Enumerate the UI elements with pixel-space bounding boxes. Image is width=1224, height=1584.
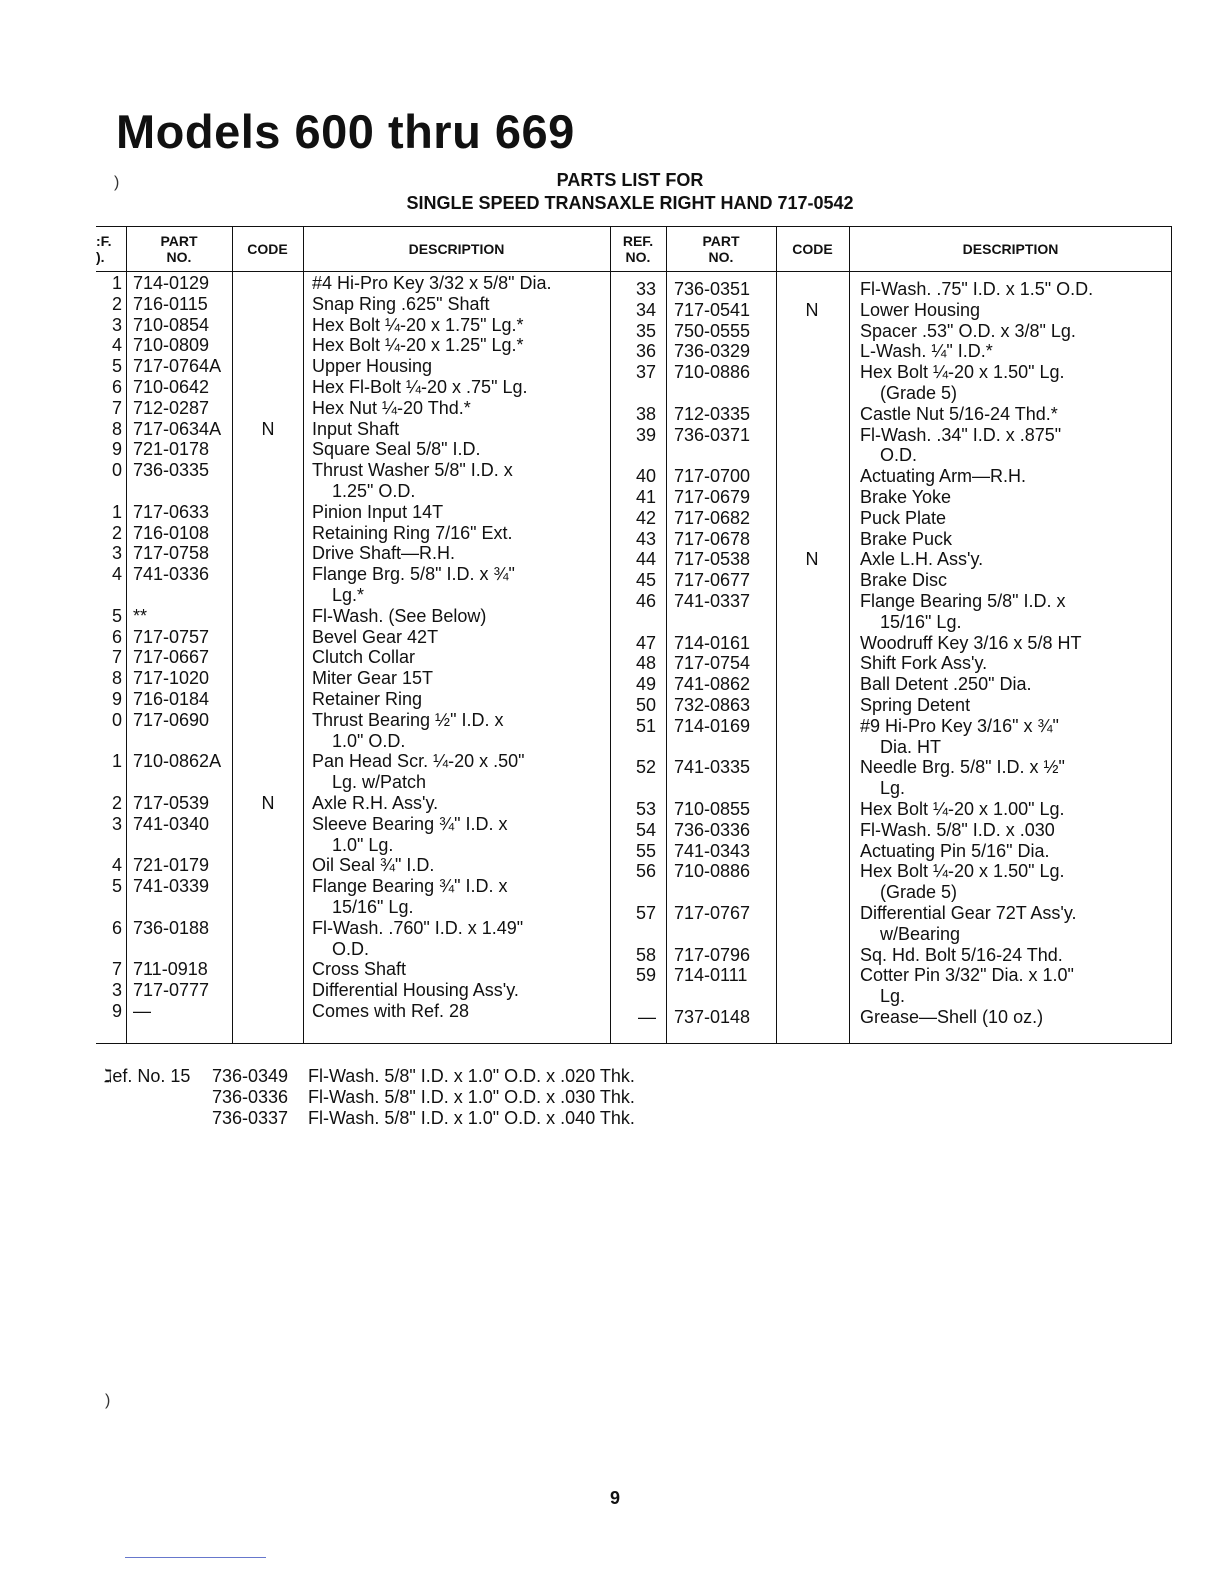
cell-desc: Thrust Washer 5/8" I.D. x <box>312 460 513 481</box>
cell-ref: 3 <box>111 314 122 335</box>
cell-desc: Puck Plate <box>860 507 947 528</box>
cell-part: 736-0371 <box>674 424 751 445</box>
cell-desc: (Grade 5) <box>880 383 958 403</box>
cell-part: 736-0329 <box>674 341 751 362</box>
footnote-line <box>104 1108 804 1129</box>
cell-ref: 33 <box>635 279 656 299</box>
cell-part: 736-0188 <box>133 917 210 938</box>
header-code-right: CODE <box>792 241 833 257</box>
cell-ref: 51 <box>635 715 656 736</box>
cell-ref: 49 <box>635 674 656 695</box>
header-part-left: PART NO. <box>160 233 198 265</box>
cell-desc: Grease—Shell (10 oz.) <box>860 1007 1044 1027</box>
cell-ref: 3 <box>111 543 122 564</box>
cell-part: 717-1020 <box>133 668 210 689</box>
cell-desc: #9 Hi-Pro Key 3/16" x ¾" <box>860 715 1059 736</box>
table-row <box>96 903 1172 924</box>
cell-desc: Pinion Input 14T <box>312 501 444 522</box>
cell-part: 711-0918 <box>133 959 208 980</box>
cell-ref: 36 <box>635 341 656 362</box>
cell-part: 714-0169 <box>674 715 751 736</box>
cell-part: 710-0862A <box>133 751 222 772</box>
cell-ref: 3 <box>111 980 122 1001</box>
cell-desc: Bevel Gear 42T <box>312 626 439 647</box>
cell-part: 741-0862 <box>674 674 751 695</box>
cell-part: 741-0337 <box>674 591 751 611</box>
cell-desc: Axle L.H. Ass'y. <box>860 549 984 570</box>
cell-ref: 2 <box>111 522 122 543</box>
cell-desc: Upper Housing <box>312 356 433 377</box>
cell-desc: Lg. <box>880 986 906 1007</box>
cell-ref: 1 <box>111 751 122 772</box>
cell-desc: Differential Gear 72T Ass'y. <box>860 903 1077 923</box>
table-row <box>96 674 1172 695</box>
cell-ref: 0 <box>111 460 122 481</box>
cell-ref: 9 <box>111 689 122 709</box>
cell-desc: Ball Detent .250" Dia. <box>860 674 1032 695</box>
table-row <box>96 820 1172 841</box>
bottom-rule <box>125 1557 266 1558</box>
cell-ref: 0 <box>111 709 122 730</box>
cell-desc: Square Seal 5/8" I.D. <box>312 439 481 460</box>
table-row <box>96 799 1172 820</box>
cell-desc: Cross Shaft <box>312 959 407 980</box>
cell-part: 717-0682 <box>674 507 751 528</box>
cell-part: 717-0667 <box>133 647 210 668</box>
cell-ref: 7 <box>111 647 122 668</box>
cell-part: 717-0679 <box>674 487 751 507</box>
table-row <box>96 404 1172 425</box>
cell-desc: Flange Brg. 5/8" I.D. x ¾" <box>312 564 515 585</box>
parts-table <box>96 226 1172 1044</box>
table-row <box>96 425 1172 446</box>
cell-part: 714-0111 <box>674 965 748 986</box>
cell-desc: Lg. w/Patch <box>332 772 427 793</box>
cell-desc: w/Bearing <box>880 923 961 944</box>
cell-desc: 15/16" Lg. <box>880 611 962 632</box>
cell-desc: 1.25" O.D. <box>332 481 416 501</box>
cell-desc: Hex Bolt ¼-20 x 1.50" Lg. <box>860 362 1065 383</box>
cell-part: 710-0886 <box>674 861 751 882</box>
cell-desc: Fl-Wash. .760" I.D. x 1.49" <box>312 917 524 938</box>
cell-ref: 40 <box>635 466 656 487</box>
table-row <box>96 549 1172 570</box>
cell-part: 721-0179 <box>133 855 210 876</box>
cell-part: 717-0758 <box>133 543 210 564</box>
cell-part: 710-0855 <box>674 799 751 819</box>
cell-desc: Axle R.H. Ass'y. <box>312 793 439 813</box>
cell-part: — <box>133 1001 151 1021</box>
cell-ref: 45 <box>635 570 656 591</box>
footnote-desc: Fl-Wash. 5/8" I.D. x 1.0" O.D. x .030 Thk. <box>308 1087 635 1107</box>
footnote-label: ℷef. No. 15 <box>104 1066 191 1086</box>
cell-part: ** <box>133 605 148 626</box>
cell-part: 717-0757 <box>133 626 210 647</box>
cell-desc: Comes with Ref. 28 <box>312 1001 470 1021</box>
table-row <box>96 508 1172 529</box>
cell-desc: Spacer .53" O.D. x 3/8" Lg. <box>860 320 1076 341</box>
cell-ref: 54 <box>635 819 656 840</box>
cell-part: 741-0343 <box>674 840 751 861</box>
cell-ref: 8 <box>111 418 122 439</box>
table-row <box>96 570 1172 591</box>
cell-desc: Actuating Arm—R.H. <box>860 466 1027 487</box>
table-row <box>96 1007 1172 1028</box>
cell-ref: 6 <box>111 626 122 647</box>
cell-desc: Castle Nut 5/16-24 Thd.* <box>860 403 1058 424</box>
header-part-right: PART NO. <box>702 233 740 265</box>
cell-part: 717-0754 <box>674 653 751 674</box>
cell-ref: 6 <box>111 917 122 938</box>
cell-ref: 42 <box>635 507 656 528</box>
table-row <box>96 279 1172 300</box>
cell-part: 717-0796 <box>674 944 751 965</box>
cell-desc: Thrust Bearing ½" I.D. x <box>312 709 504 730</box>
footnote-desc: Fl-Wash. 5/8" I.D. x 1.0" O.D. x .020 Thk. <box>308 1066 635 1086</box>
table-row <box>96 529 1172 550</box>
cell-ref: 1 <box>111 273 122 293</box>
cell-part: 710-0809 <box>133 335 210 356</box>
cell-desc: Clutch Collar <box>312 647 416 668</box>
cell-desc: Fl-Wash. .34" I.D. x .875" <box>860 424 1062 445</box>
table-row <box>96 757 1172 778</box>
cell-part: 717-0678 <box>674 528 751 549</box>
cell-desc: Retaining Ring 7/16" Ext. <box>312 522 513 543</box>
cell-ref: 5 <box>111 876 122 897</box>
cell-desc: Pan Head Scr. ¼-20 x .50" <box>312 751 525 772</box>
cell-ref: 9 <box>111 1001 122 1021</box>
cell-ref: 56 <box>635 861 656 882</box>
margin-mark: ) <box>114 174 120 191</box>
subtitle-line-1: PARTS LIST FOR <box>556 170 704 190</box>
table-row <box>96 612 1172 633</box>
cell-part: 716-0184 <box>133 689 210 709</box>
footnote-part: 736-0337 <box>212 1108 289 1128</box>
subtitle-line-2: SINGLE SPEED TRANSAXLE RIGHT HAND 717-0542 <box>406 193 854 213</box>
header-desc-left: DESCRIPTION <box>408 241 505 257</box>
cell-code: N <box>261 793 275 813</box>
cell-ref: 7 <box>111 397 122 418</box>
table-row <box>96 841 1172 862</box>
table-row <box>96 653 1172 674</box>
header-ref-right: REF. NO. <box>622 233 654 265</box>
cell-part: 717-0700 <box>674 466 751 487</box>
cell-part: 717-0677 <box>674 570 751 591</box>
table-row <box>96 633 1172 654</box>
cell-code: N <box>805 549 819 570</box>
cell-ref: 59 <box>635 965 656 986</box>
cell-desc: Flange Bearing 5/8" I.D. x <box>860 591 1066 611</box>
table-row <box>96 778 1172 799</box>
cell-desc: Fl-Wash. .75" I.D. x 1.5" O.D. <box>860 279 1094 299</box>
cell-desc: Retainer Ring <box>312 689 423 709</box>
cell-desc: Snap Ring .625" Shaft <box>312 293 490 314</box>
cell-ref: 50 <box>635 695 656 715</box>
page-title: Models 600 thru 669 <box>116 105 575 158</box>
footnote-line <box>104 1066 804 1087</box>
cell-part: 712-0287 <box>133 397 210 418</box>
cell-desc: 1.0" Lg. <box>332 834 394 855</box>
table-row <box>96 882 1172 903</box>
cell-ref: 2 <box>111 793 122 813</box>
cell-part: 712-0335 <box>674 403 751 424</box>
footnote-part: 736-0336 <box>212 1087 289 1107</box>
table-row <box>96 487 1172 508</box>
cell-desc: Spring Detent <box>860 695 971 715</box>
cell-ref: 38 <box>635 403 656 424</box>
cell-part: 721-0178 <box>133 439 210 460</box>
cell-part: 716-0108 <box>133 522 210 543</box>
cell-desc: Hex Bolt ¼-20 x 1.25" Lg.* <box>312 335 524 356</box>
margin-mark: ) <box>105 1392 111 1409</box>
cell-part: 714-0161 <box>674 632 751 653</box>
header-code-left: CODE <box>247 241 288 257</box>
cell-ref: 37 <box>635 362 656 383</box>
cell-desc: Miter Gear 15T <box>312 668 434 689</box>
cell-ref: 58 <box>635 944 656 965</box>
cell-ref: 47 <box>635 632 656 653</box>
cell-desc: #4 Hi-Pro Key 3/32 x 5/8" Dia. <box>312 273 552 293</box>
table-row <box>96 861 1172 882</box>
table-row <box>96 945 1172 966</box>
cell-part: 717-0538 <box>674 549 751 570</box>
header-desc-right: DESCRIPTION <box>962 241 1059 257</box>
table-row <box>96 362 1172 383</box>
cell-desc: Lg. <box>880 778 906 799</box>
cell-ref: 7 <box>111 959 122 980</box>
cell-ref: 39 <box>635 424 656 445</box>
cell-ref: 57 <box>635 903 656 923</box>
cell-ref: 2 <box>111 293 122 314</box>
cell-desc: Actuating Pin 5/16" Dia. <box>860 840 1050 861</box>
table-row <box>96 986 1172 1007</box>
table-row <box>96 445 1172 466</box>
table-row <box>96 466 1172 487</box>
cell-part: 741-0335 <box>674 757 751 778</box>
cell-desc: Hex Bolt ¼-20 x 1.00" Lg. <box>860 799 1065 819</box>
cell-part: 717-0764A <box>133 356 222 377</box>
footnote-line <box>104 1087 804 1108</box>
cell-desc: Needle Brg. 5/8" I.D. x ½" <box>860 757 1065 778</box>
cell-part: 736-0351 <box>674 279 751 299</box>
table-row <box>96 965 1172 986</box>
cell-desc: (Grade 5) <box>880 882 958 903</box>
cell-part: 736-0336 <box>674 819 751 840</box>
cell-desc: Sq. Hd. Bolt 5/16-24 Thd. <box>860 944 1063 965</box>
table-row <box>96 695 1172 716</box>
cell-desc: Sleeve Bearing ¾" I.D. x <box>312 813 508 834</box>
cell-part: 717-0633 <box>133 501 210 522</box>
table-row <box>96 383 1172 404</box>
cell-part: 741-0340 <box>133 813 210 834</box>
cell-part: 717-0539 <box>133 793 210 813</box>
cell-part: 741-0336 <box>133 564 210 585</box>
table-row <box>96 300 1172 321</box>
cell-part: 710-0642 <box>133 377 210 397</box>
cell-ref: 4 <box>111 564 122 585</box>
cell-desc: Hex Fl-Bolt ¼-20 x .75" Lg. <box>312 377 528 397</box>
cell-desc: Cotter Pin 3/32" Dia. x 1.0" <box>860 965 1074 986</box>
page-number: 9 <box>609 1488 620 1508</box>
footnote-desc: Fl-Wash. 5/8" I.D. x 1.0" O.D. x .040 Thk. <box>308 1108 635 1128</box>
cell-part: 717-0767 <box>674 903 751 923</box>
cell-part: 710-0854 <box>133 314 210 335</box>
cell-part: 741-0339 <box>133 876 210 897</box>
cell-ref: 46 <box>635 591 656 611</box>
header-divider <box>96 271 1171 272</box>
cell-ref: 3 <box>111 813 122 834</box>
table-row <box>96 737 1172 758</box>
cell-ref: 5 <box>111 356 122 377</box>
cell-desc: Oil Seal ¾" I.D. <box>312 855 435 876</box>
cell-desc: Brake Yoke <box>860 487 952 507</box>
cell-ref: 6 <box>111 377 122 397</box>
table-row <box>96 341 1172 362</box>
cell-desc: Fl-Wash. (See Below) <box>312 605 487 626</box>
table-row <box>96 591 1172 612</box>
cell-part: 717-0690 <box>133 709 210 730</box>
table-row <box>96 321 1172 342</box>
cell-ref: 8 <box>111 668 122 689</box>
cell-ref: 5 <box>111 605 122 626</box>
cell-desc: Hex Bolt ¼-20 x 1.75" Lg.* <box>312 314 524 335</box>
table-row <box>96 924 1172 945</box>
cell-desc: Lg.* <box>332 585 365 605</box>
cell-desc: 15/16" Lg. <box>332 897 414 917</box>
cell-desc: O.D. <box>332 938 370 959</box>
footnote-part: 736-0349 <box>212 1066 289 1086</box>
cell-ref: 34 <box>635 299 656 320</box>
cell-desc: Fl-Wash. 5/8" I.D. x .030 <box>860 819 1055 840</box>
cell-desc: Hex Nut ¼-20 Thd.* <box>312 397 471 418</box>
cell-ref: 4 <box>111 855 122 876</box>
cell-desc: Input Shaft <box>312 418 400 439</box>
cell-desc: Lower Housing <box>860 299 981 320</box>
cell-part: 750-0555 <box>674 320 751 341</box>
cell-part: 717-0541 <box>674 299 751 320</box>
cell-desc: Shift Fork Ass'y. <box>860 653 988 674</box>
header-ref-left: :F. ). <box>96 233 112 265</box>
cell-desc: Flange Bearing ¾" I.D. x <box>312 876 508 897</box>
cell-part: 716-0115 <box>133 293 208 314</box>
cell-ref: — <box>638 1007 656 1027</box>
cell-part: 732-0863 <box>674 695 751 715</box>
cell-ref: 55 <box>635 840 656 861</box>
cell-desc: Dia. HT <box>880 736 942 757</box>
cell-desc: Hex Bolt ¼-20 x 1.50" Lg. <box>860 861 1065 882</box>
cell-ref: 4 <box>111 335 122 356</box>
cell-desc: Differential Housing Ass'y. <box>312 980 519 1001</box>
cell-ref: 1 <box>111 501 122 522</box>
cell-part: 714-0129 <box>133 273 210 293</box>
cell-part: 710-0886 <box>674 362 751 383</box>
cell-desc: Drive Shaft—R.H. <box>312 543 456 564</box>
cell-desc: O.D. <box>880 445 918 466</box>
cell-ref: 52 <box>635 757 656 778</box>
cell-code: N <box>261 418 275 439</box>
cell-desc: Brake Puck <box>860 528 953 549</box>
cell-desc: Brake Disc <box>860 570 948 591</box>
cell-ref: 9 <box>111 439 122 460</box>
cell-ref: 48 <box>635 653 656 674</box>
table-row <box>96 716 1172 737</box>
cell-part: 717-0634A <box>133 418 222 439</box>
cell-ref: 44 <box>635 549 656 570</box>
cell-code: N <box>805 299 819 320</box>
cell-desc: Woodruff Key 3/16 x 5/8 HT <box>860 632 1082 653</box>
cell-part: 737-0148 <box>674 1007 751 1027</box>
cell-ref: 41 <box>635 487 656 507</box>
cell-ref: 35 <box>635 320 656 341</box>
cell-desc: L-Wash. ¼" I.D.* <box>860 341 993 362</box>
cell-ref: 53 <box>635 799 656 819</box>
cell-part: 736-0335 <box>133 460 210 481</box>
cell-ref: 43 <box>635 528 656 549</box>
cell-part: 717-0777 <box>133 980 210 1001</box>
cell-desc: 1.0" O.D. <box>332 730 406 751</box>
